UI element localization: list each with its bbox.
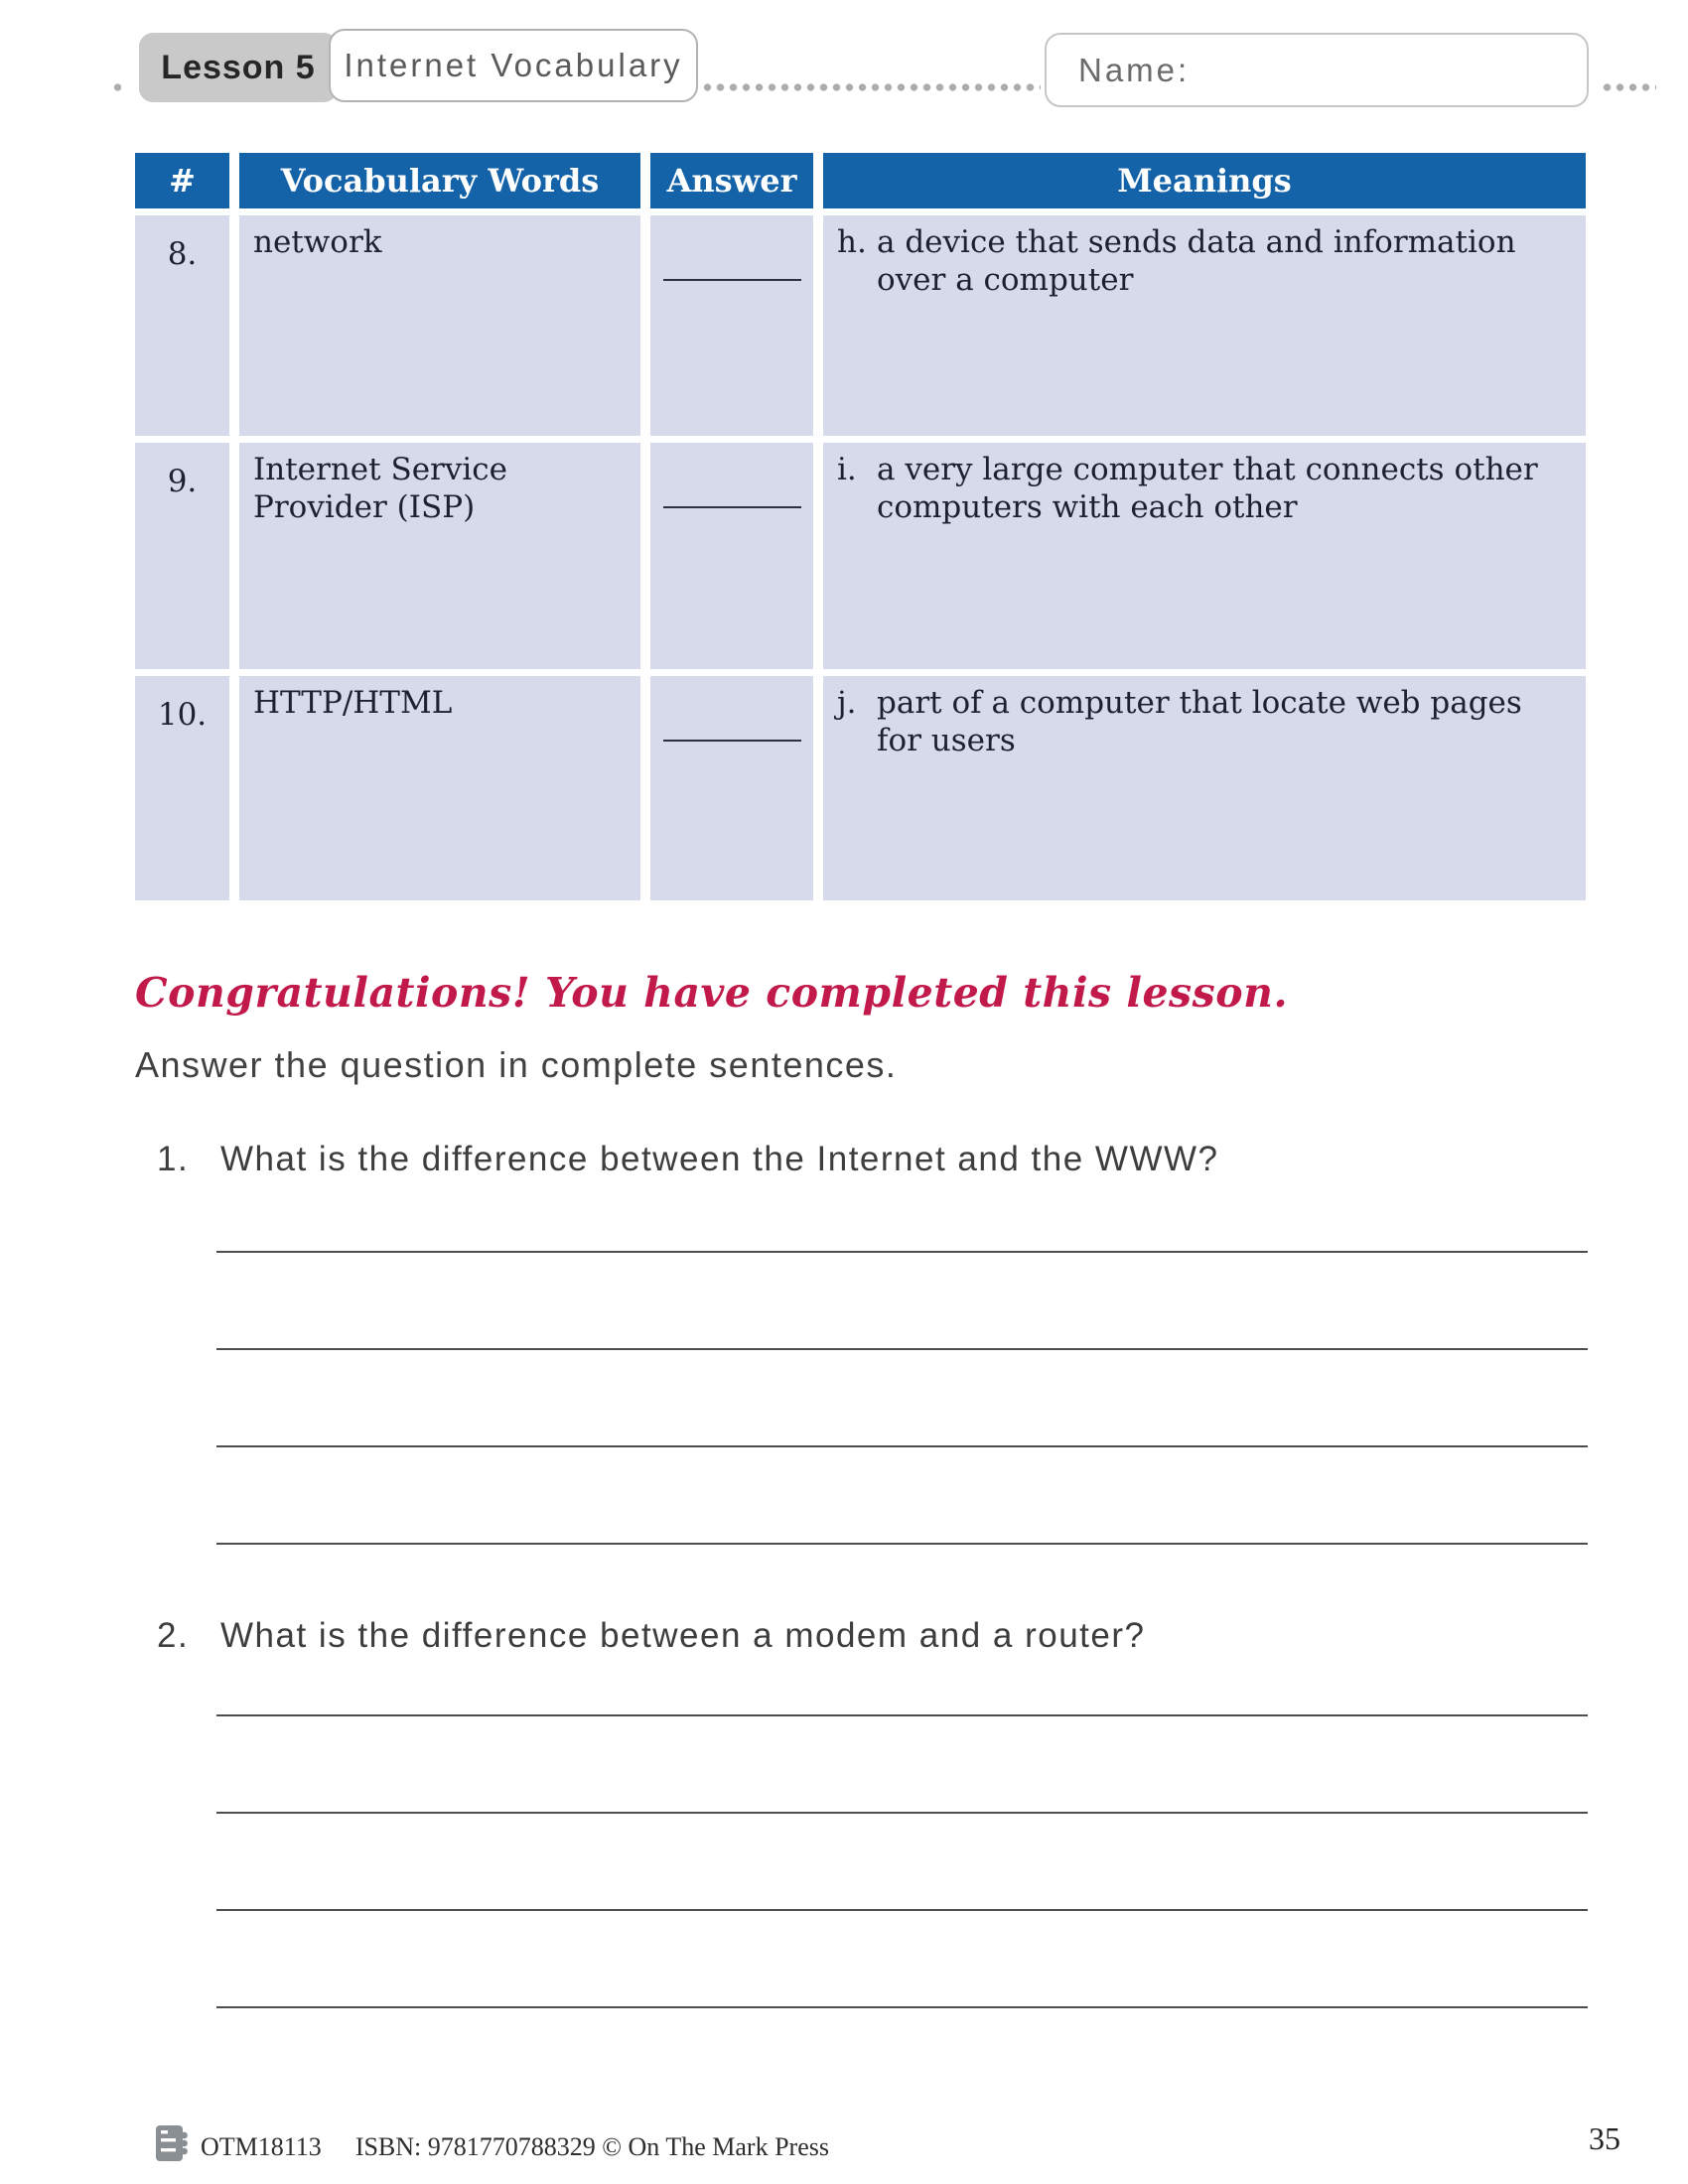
answer-cell — [650, 676, 813, 900]
answer-cell — [650, 215, 813, 436]
page-number: 35 — [1589, 2120, 1620, 2156]
answer-line[interactable] — [216, 1156, 1588, 1253]
answer-line[interactable] — [216, 1619, 1588, 1716]
row-number: 9. — [135, 443, 229, 669]
answer-blank[interactable] — [663, 279, 801, 281]
answer-cell — [650, 443, 813, 669]
dotted-leader-left — [111, 83, 124, 91]
vocabulary-word: Internet Service Provider (ISP) — [239, 443, 640, 669]
question-2-answer-lines — [216, 1619, 1588, 2008]
column-header-meaning: Meanings — [823, 153, 1586, 208]
column-header-answer: Answer — [650, 153, 813, 208]
vocabulary-table — [135, 153, 1586, 900]
lesson-label: Lesson 5 — [161, 48, 316, 86]
lesson-title-tab — [329, 29, 698, 102]
product-code: OTM18113 — [201, 2132, 322, 2161]
meaning-text: a very large computer that connects other computers with each other — [877, 452, 1538, 525]
question-2-text: What is the difference between a modem and a router? — [220, 1616, 1146, 1655]
row-number: 8. — [135, 215, 229, 436]
question-1-answer-lines — [216, 1156, 1588, 1545]
question-1-number: 1. — [157, 1140, 190, 1178]
meaning-letter: h. — [837, 224, 867, 260]
name-label: Name: — [1078, 51, 1191, 88]
congratulations-message: Congratulations! You have completed this lesson. — [135, 969, 1289, 1017]
answer-line[interactable] — [216, 1253, 1588, 1350]
question-1-text: What is the difference between the Internet and the WWW? — [220, 1140, 1219, 1178]
answer-blank[interactable] — [663, 506, 801, 508]
answer-line[interactable] — [216, 1447, 1588, 1545]
footer-credits — [201, 2132, 829, 2162]
lesson-tab — [139, 33, 338, 102]
meaning-cell — [823, 215, 1586, 436]
vocabulary-word: HTTP/HTML — [239, 676, 640, 900]
meaning-letter: i. — [837, 452, 857, 487]
column-header-words: Vocabulary Words — [239, 153, 640, 208]
meaning-text: part of a computer that locate web pages for users — [877, 685, 1522, 758]
meaning-cell — [823, 443, 1586, 669]
dotted-leader-middle — [701, 83, 1041, 91]
row-number: 10. — [135, 676, 229, 900]
lesson-title: Internet Vocabulary — [344, 47, 683, 83]
meaning-letter: j. — [837, 685, 857, 721]
answer-line[interactable] — [216, 1716, 1588, 1814]
name-field[interactable] — [1045, 33, 1589, 107]
answer-line[interactable] — [216, 1814, 1588, 1911]
dotted-leader-right — [1601, 83, 1656, 91]
vocabulary-word: network — [239, 215, 640, 436]
isbn-copyright: ISBN: 9781770788329 © On The Mark Press — [354, 2132, 829, 2161]
answer-line[interactable] — [216, 1911, 1588, 2008]
question-2-number: 2. — [157, 1616, 190, 1655]
meaning-cell — [823, 676, 1586, 900]
meaning-text: a device that sends data and information over a computer — [877, 224, 1516, 298]
answer-blank[interactable] — [663, 740, 801, 742]
column-header-number: # — [135, 153, 229, 208]
notebook-icon — [155, 2122, 191, 2168]
instruction-text: Answer the question in complete sentences. — [135, 1044, 898, 1085]
answer-line[interactable] — [216, 1350, 1588, 1447]
